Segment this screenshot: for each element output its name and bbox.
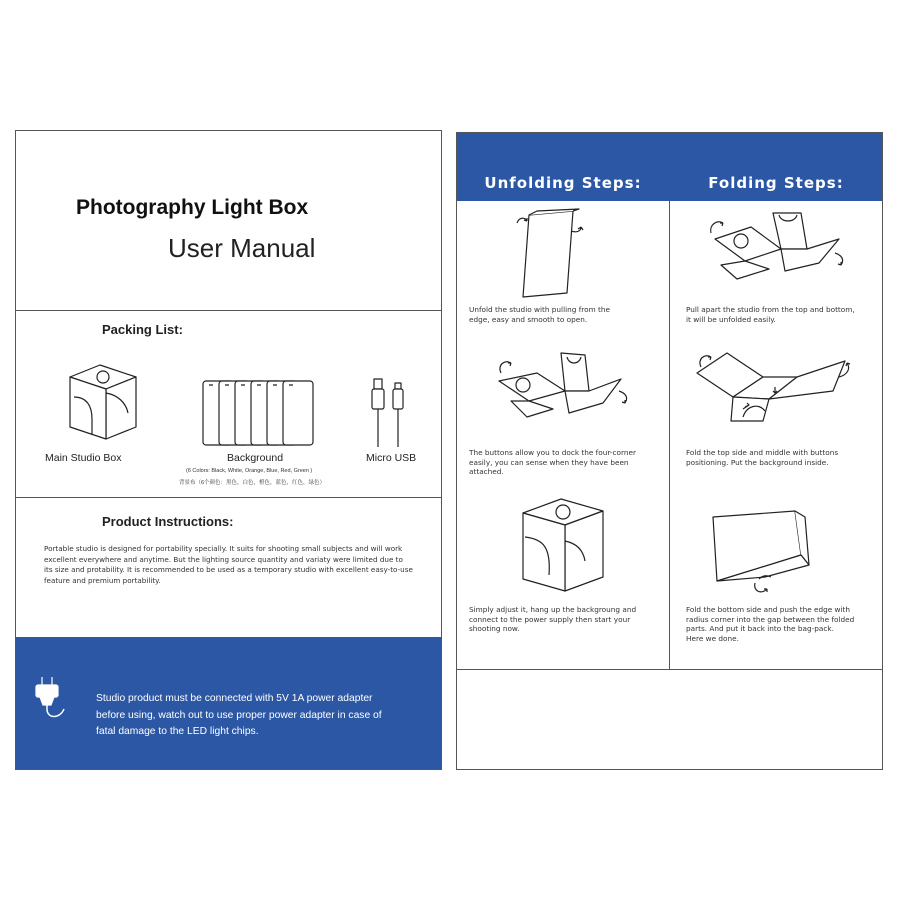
divider xyxy=(16,497,441,498)
packing-item-label: Micro USB xyxy=(366,452,417,464)
packing-item-label: Main Studio Box xyxy=(45,452,122,464)
text-line: its size and protability. It is recommended to be used as a temporary studio with excellent easy-to-use xyxy=(44,565,413,574)
divider xyxy=(16,310,441,311)
unfold-step-3-text xyxy=(469,605,636,634)
background-colors-note: (6 Colors: Black, White, Orange, Blue, Red, Green ) xyxy=(186,468,313,474)
unfold-step-1-illustration xyxy=(515,209,585,299)
text-line: positioning. Put the background inside. xyxy=(686,457,829,467)
text-line: Unfold the studio with pulling from the xyxy=(469,305,610,314)
text-line: Portable studio is designed for portability specially. It suits for shooting small subjects and will work xyxy=(44,544,403,553)
text-line: fatal damage to the LED light chips. xyxy=(96,726,259,737)
text-line: radius corner into the gap between the folded xyxy=(686,614,855,624)
manual-title: Photography Light Box xyxy=(76,196,309,219)
text-line: it will be unfolded easily. xyxy=(686,314,776,324)
folding-steps-heading: Folding Steps: xyxy=(670,133,882,201)
text-line: easily, you can sense when they have been xyxy=(469,457,629,467)
unfold-step-2-illustration xyxy=(493,351,633,431)
unfolding-steps-heading: Unfolding Steps: xyxy=(457,133,669,201)
product-instructions-text xyxy=(44,544,416,586)
packing-item-label: Background xyxy=(227,452,284,464)
usb-cable-icon xyxy=(368,377,412,451)
fold-step-2-text xyxy=(686,448,838,467)
manual-cover-panel xyxy=(15,130,442,770)
unfold-step-1-text xyxy=(469,305,610,324)
power-plug-icon xyxy=(32,675,80,723)
text-line: connect to the power supply then start your xyxy=(469,614,631,624)
power-warning-banner xyxy=(16,637,441,769)
product-instructions-heading: Product Instructions: xyxy=(102,514,234,529)
text-line: attached. xyxy=(469,467,504,476)
fold-step-3-text xyxy=(686,605,854,643)
fold-step-1-text xyxy=(686,305,855,324)
unfold-step-3-illustration xyxy=(515,495,607,595)
column-divider xyxy=(669,133,670,670)
text-line: before using, watch out to use proper power adapter in case of xyxy=(96,709,382,721)
manual-subtitle: User Manual xyxy=(168,233,316,263)
text-line: Fold the top side and middle with buttons xyxy=(686,448,839,457)
steps-panel xyxy=(456,132,883,770)
fold-step-1-illustration xyxy=(707,209,847,289)
text-line: The buttons allow you to dock the four-corner xyxy=(469,448,636,457)
text-line: Here we done. xyxy=(686,633,739,643)
text-line: Pull apart the studio from the top and bottom, xyxy=(686,305,855,314)
text-line: Simply adjust it, hang up the backgroung and xyxy=(469,605,637,614)
packing-list-heading: Packing List: xyxy=(102,322,183,337)
background-colors-note-cn: 背景布（6个颜色：黑色，白色，橙色，蓝色，红色，绿色） xyxy=(179,480,326,486)
unfold-step-2-text xyxy=(469,448,636,477)
divider xyxy=(457,669,882,670)
text-line: edge, easy and smooth to open. xyxy=(469,314,588,324)
text-line: Studio product must be connected with 5V 1A power adapter xyxy=(96,693,373,704)
power-warning-text xyxy=(96,691,431,741)
text-line: Fold the bottom side and push the edge with xyxy=(686,605,851,614)
text-line: feature and premium portability. xyxy=(44,575,161,585)
background-sheets-icon xyxy=(201,379,319,449)
text-line: parts. And put it back into the bag-pack. xyxy=(686,624,834,633)
text-line: shooting now. xyxy=(469,624,520,633)
studio-box-icon xyxy=(66,363,146,443)
fold-step-2-illustration xyxy=(687,347,857,427)
fold-step-3-illustration xyxy=(705,511,815,601)
text-line: excellent everywhere and anytime. But the lighting source quantity and variaty were limited due to xyxy=(44,554,403,564)
